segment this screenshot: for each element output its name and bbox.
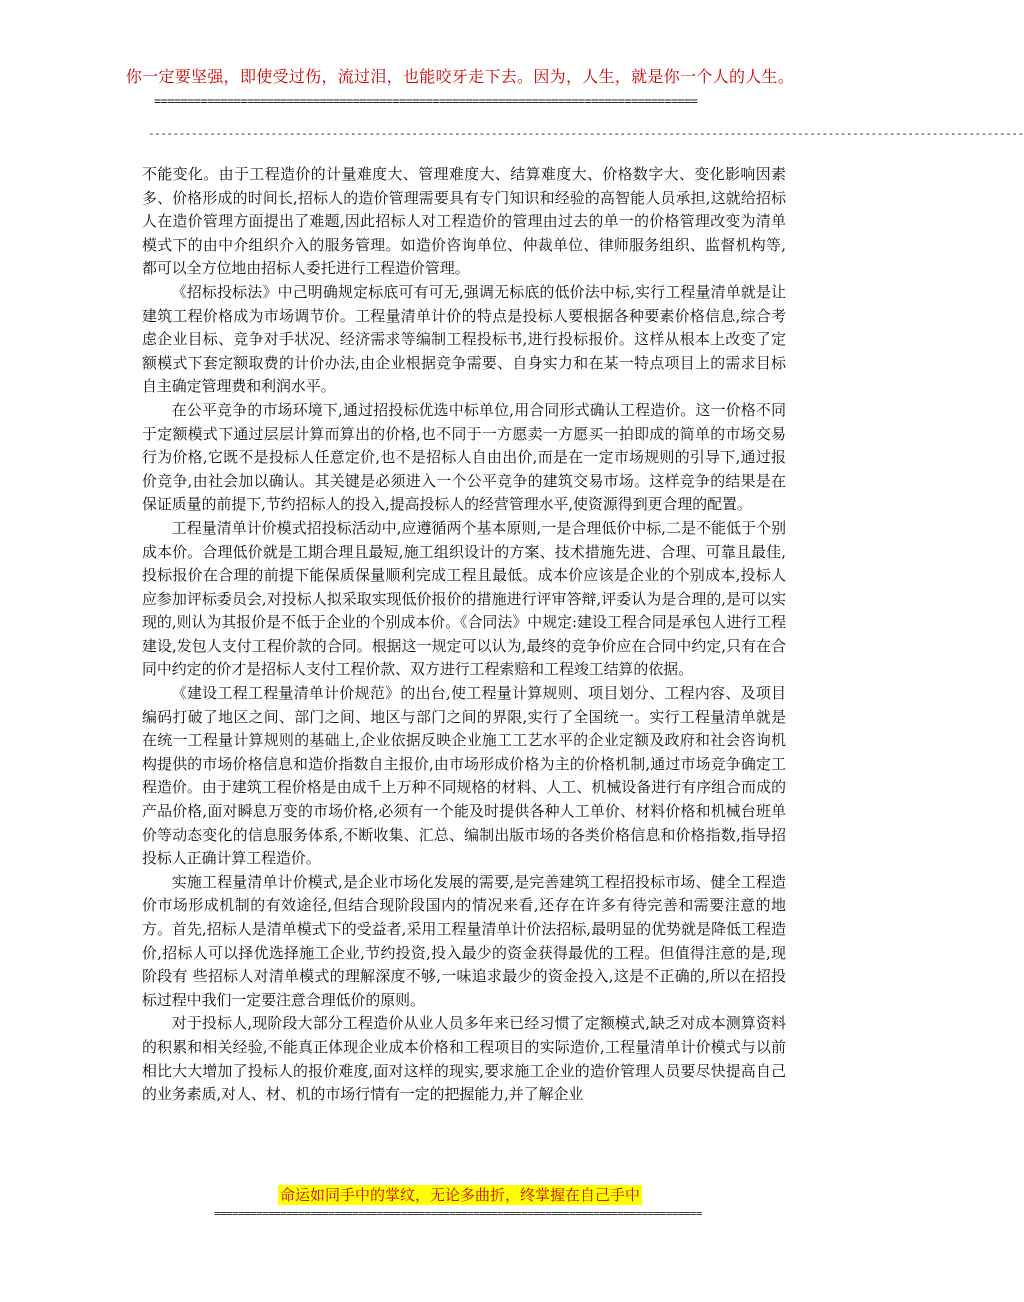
paragraph: 实施工程量清单计价模式,是企业市场化发展的需要,是完善建筑工程招投标市场、健全工程造价市场形成机制的有效途径,但结合现阶段国内的情况来看,还存在许多有待完善和需要注意的地方。首先,招标人是清单模式下的受益者,采用工程量清单计价法招标,最明显的优势就是降低工程造价,招标人可以择优选择施工企业,节约投资,投入最少的资金获得最优的工程。但值得注意的是,现阶段有 些招标人对清单模式的理解深度不够,一味追求最少的资金投入,这是不正确的,所以在招投标过程中我们一定要注意合理低价的原则。: [142, 872, 786, 1009]
header-quote: 你一定要坚强，即使受过伤，流过泪，也能咬牙走下去。因为，人生，就是你一个人的人生。: [125, 67, 795, 86]
paragraph: 在公平竞争的市场环境下,通过招投标优选中标单位,用合同形式确认工程造价。这一价格不同于定额模式下通过层层计算而算出的价格,也不同于一方愿卖一方愿买一拍即成的简单的市场交易行为价格,它既不是投标人任意定价,也不是招标人自由出价,而是在一定市场规则的引导下,通过报价竞争,由社会加以确认。其关键是必须进入一个公平竞争的建筑交易市场。这样竞争的结果是在保证质量的前提下,节约招标人的投入,提高投标人的经营管理水平,使资源得到更合理的配置。: [142, 400, 786, 514]
paragraph: 《建设工程工程量清单计价规范》的出台,使工程量计算规则、项目划分、工程内容、及项目编码打破了地区之间、部门之间、地区与部门之间的界限,实行了全国统一。实行工程量清单就是在统一工程量计算规则的基础上,企业依据反映企业施工工艺水平的企业定额及政府和社会咨询机构提供的市场价格信息和造价指数自主报价,由市场形成价格为主的价格机制,通过市场竞争确定工程造价。由于建筑工程价格是由成千上万种不同规格的材料、人工、机械设备进行有序组合而成的产品价格,面对瞬息万变的市场价格,必须有一个能及时提供各种人工单价、材料价格和机械台班单价等动态变化的信息服务体系,不断收集、汇总、编制出版市场的各类价格信息和价格指数,指导招投标人正确计算工程造价。: [142, 684, 786, 868]
footer-quote: 命运如同手中的掌纹，无论多曲折，终掌握在自己手中: [279, 1186, 640, 1204]
footer-double-rule: =================================================================================: [214, 1207, 702, 1220]
header-dash-rule: -----------------------------------------------------------------------------------------------------------------------------------------------: [148, 127, 1024, 140]
header-double-rule: ==================================================================================: [154, 94, 698, 108]
paragraph: 对于投标人,现阶段大部分工程造价从业人员多年来已经习惯了定额模式,缺乏对成本测算资料的积累和相关经验,不能真正体现企业成本价格和工程项目的实际造价,工程量清单计价模式与以前相比大大增加了投标人的报价难度,面对这样的现实,要求施工企业的造价管理人员要尽快提高自己的业务素质,对人、材、机的市场行情有一定的把握能力,并了解企业: [142, 1014, 786, 1104]
document-body: [142, 163, 786, 1107]
paragraph: 不能变化。由于工程造价的计量难度大、管理难度大、结算难度大、价格数字大、变化影响因素多、价格形成的时间长,招标人的造价管理需要具有专门知识和经验的高智能人员承担,这就给招标人在造价管理方面提出了难题,因此招标人对工程造价的管理由过去的单一的价格管理改变为清单模式下的由中介组织介入的服务管理。如造价咨询单位、仲裁单位、律师服务组织、监督机构等,都可以全方位地由招标人委托进行工程造价管理。: [142, 165, 786, 278]
footer-quote-wrapper: [0, 1184, 920, 1205]
paragraph: 《招标投标法》中己明确规定标底可有可无,强调无标底的低价法中标,实行工程量清单就是让建筑工程价格成为市场调节价。工程量清单计价的特点是投标人要根据各种要素价格信息,综合考虑企业目标、竞争对手状况、经济需求等编制工程投标书,进行投标报价。这样从根本上改变了定额模式下套定额取费的计价办法,由企业根据竞争需要、自身实力和在某一特点项目上的需求目标自主确定管理费和利润水平。: [142, 282, 786, 396]
paragraph: 工程量清单计价模式招投标活动中,应遵循两个基本原则,一是合理低价中标,二是不能低于个别成本价。合理低价就是工期合理且最短,施工组织设计的方案、技术措施先进、合理、可靠且最佳,投标报价在合理的前提下能保质保量顺利完成工程且最低。成本价应该是企业的个别成本,投标人应参加评标委员会,对投标人拟采取实现低价报价的措施进行评审答辩,评委认为是合理的,是可以实现的,则认为其报价是不低于企业的个别成本价。《合同法》中规定:建设工程合同是承包人进行工程建设,发包人支付工程价款的合同。根据这一规定可以认为,最终的竞争价应在合同中约定,只有在合同中约定的价才是招标人支付工程价款、双方进行工程索赔和工程竣工结算的依据。: [142, 518, 786, 679]
